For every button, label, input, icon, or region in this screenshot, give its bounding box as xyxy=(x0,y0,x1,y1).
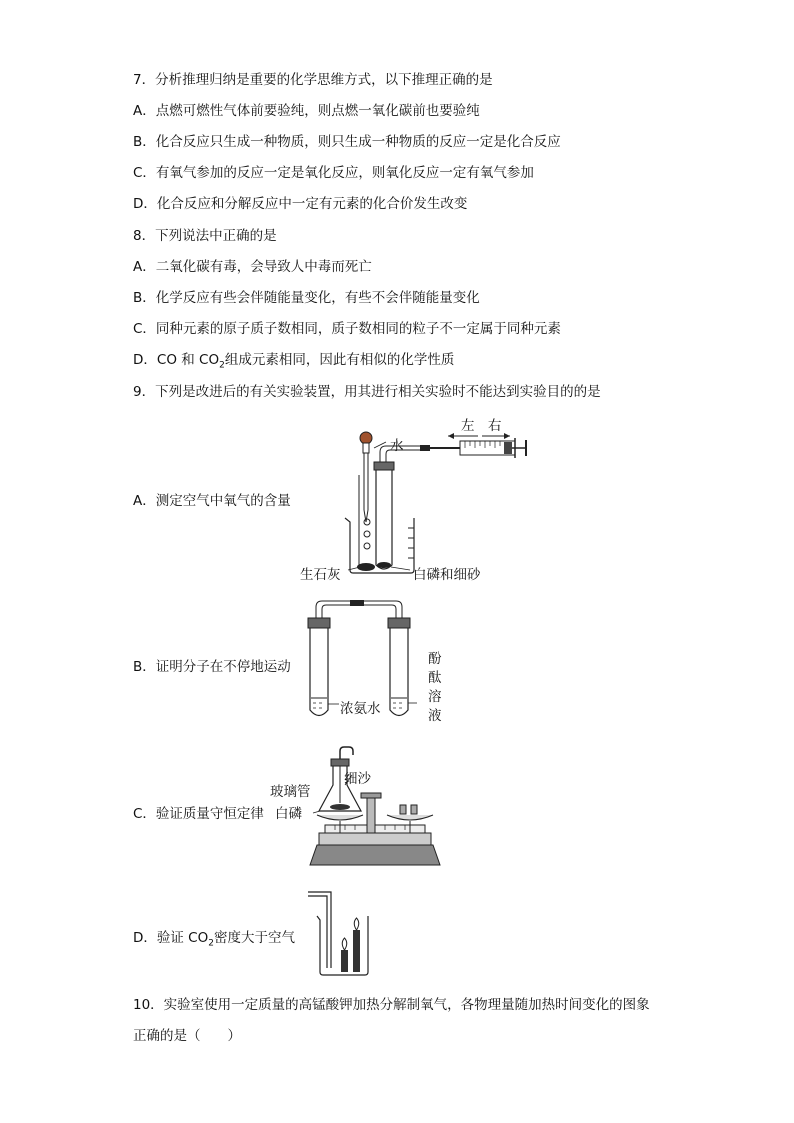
q8-stem: 8．下列说法中正确的是 xyxy=(133,228,277,244)
q10-stem-line2: 正确的是（ ） xyxy=(133,1028,241,1044)
right-label: 右 xyxy=(488,418,502,434)
q7-option-a: A．点燃可燃性气体前要验纯，则点燃一氧化碳前也要验纯 xyxy=(133,103,480,119)
q7-option-d: D．化合反应和分解反应中一定有元素的化合价发生改变 xyxy=(133,196,468,212)
q7-option-b: B．化合反应只生成一种物质，则只生成一种物质的反应一定是化合反应 xyxy=(133,134,561,150)
q8-option-b: B．化学反应有些会伴随能量变化，有些不会伴随能量变化 xyxy=(133,290,480,306)
q7-option-c: C．有氧气参加的反应一定是氧化反应，则氧化反应一定有氧气参加 xyxy=(133,165,534,181)
co2-density-apparatus xyxy=(303,888,383,980)
q10-stem-line1: 10．实验室使用一定质量的高锰酸钾加热分解制氧气，各物理量随加热时间变化的图象 xyxy=(133,997,650,1013)
phenolphthalein-label: 酚 酞 溶 液 xyxy=(428,651,442,724)
glass-tube-label: 玻璃管 xyxy=(270,784,311,800)
ammonia-label: 浓氨水 xyxy=(340,701,381,717)
sand-label: 细沙 xyxy=(344,771,371,787)
q8-option-d: D．CO 和 $CO_2$组成元素相同，因此有相似的化学性质 xyxy=(133,352,455,371)
q9-stem: 9．下列是改进后的有关实验装置，用其进行相关实验时不能达到实验目的的是 xyxy=(133,384,601,400)
phosphorus-sand-label: 白磷和细砂 xyxy=(413,567,481,583)
water-label: 水 xyxy=(390,438,404,454)
quicklime-label: 生石灰 xyxy=(300,567,341,583)
q9-option-c-label: C．验证质量守恒定律 xyxy=(133,806,264,822)
q7-stem: 7．分析推理归纳是重要的化学思维方式，以下推理正确的是 xyxy=(133,72,493,88)
oxygen-content-apparatus xyxy=(290,410,550,585)
q8-option-a: A．二氧化碳有毒，会导致人中毒而死亡 xyxy=(133,259,372,275)
white-phosphorus-label: 白磷 xyxy=(275,806,302,822)
mass-conservation-apparatus xyxy=(305,745,445,870)
left-label: 左 xyxy=(461,418,475,434)
q8-option-c: C．同种元素的原子质子数相同，质子数相同的粒子不一定属于同种元素 xyxy=(133,321,561,337)
q9-option-d-label: D．验证 $CO_2$密度大于空气 xyxy=(133,930,295,949)
q9-option-b-label: B．证明分子在不停地运动 xyxy=(133,659,291,675)
q9-option-a-label: A．测定空气中氧气的含量 xyxy=(133,493,291,509)
